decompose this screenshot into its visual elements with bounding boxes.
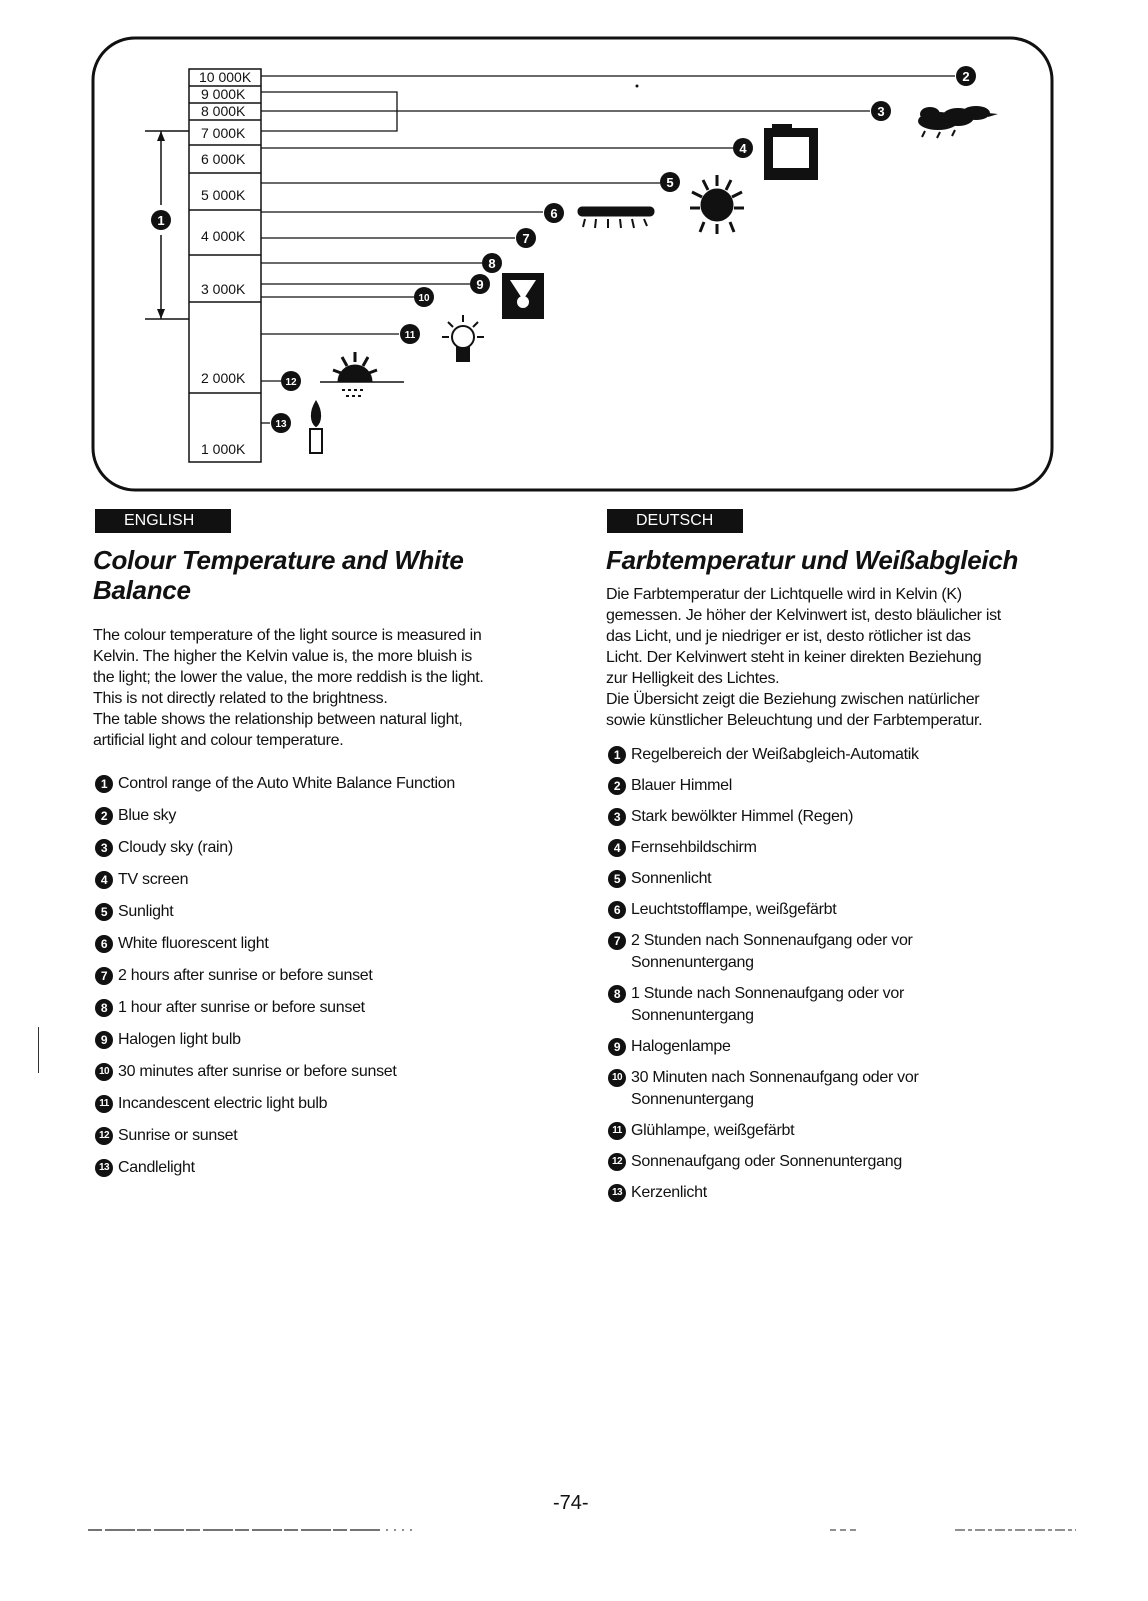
deutsch-language-tag: DEUTSCH xyxy=(607,509,740,533)
legend-number-badge: 12 xyxy=(95,1127,113,1145)
blue-sky-dot xyxy=(636,85,639,88)
legend-text: Fernsehbildschirm xyxy=(631,839,757,856)
legend-text: 2 hours after sunrise or before sunset xyxy=(118,967,373,984)
svg-text:7: 7 xyxy=(522,231,530,246)
kelvin-label: 6 000K xyxy=(201,151,246,167)
svg-text:1: 1 xyxy=(157,213,165,228)
legend-text: Regelbereich der Weißabgleich-Automatik xyxy=(631,746,919,763)
kelvin-label: 2 000K xyxy=(201,370,246,386)
marker-2 xyxy=(956,66,976,86)
kelvin-label: 1 000K xyxy=(201,441,246,457)
legend-item xyxy=(95,1061,575,1083)
svg-text:2: 2 xyxy=(962,69,970,84)
marker-13 xyxy=(271,413,291,433)
legend-item xyxy=(608,930,1088,974)
legend-number-badge: 9 xyxy=(608,1038,626,1056)
kelvin-label: 8 000K xyxy=(201,103,246,119)
legend-text: Kerzenlicht xyxy=(631,1184,707,1201)
legend-number-badge: 13 xyxy=(608,1184,626,1202)
paragraph-line: The colour temperature of the light source is measured in xyxy=(93,627,482,644)
legend-item xyxy=(95,933,575,955)
legend-number-badge: 12 xyxy=(608,1153,626,1171)
kelvin-label: 10 000K xyxy=(199,69,252,85)
marker-12 xyxy=(281,371,301,391)
halogen-lamp-icon xyxy=(502,273,544,319)
legend-text: White fluorescent light xyxy=(118,935,269,952)
svg-text:10: 10 xyxy=(418,293,430,304)
legend-item xyxy=(95,869,575,891)
kelvin-label: 3 000K xyxy=(201,281,246,297)
legend-text: 30 Minuten nach Sonnenaufgang oder vor xyxy=(631,1069,919,1086)
svg-text:6: 6 xyxy=(550,206,558,221)
legend-item xyxy=(95,773,575,795)
legend-number-badge: 13 xyxy=(95,1159,113,1177)
legend-number-badge: 5 xyxy=(95,903,113,921)
legend-text: Sunlight xyxy=(118,903,174,920)
svg-text:11: 11 xyxy=(404,330,416,341)
tv-screen-icon xyxy=(764,124,818,180)
legend-number-badge: 11 xyxy=(608,1122,626,1140)
legend-item xyxy=(608,899,1088,921)
legend-number-badge: 10 xyxy=(608,1069,626,1087)
marker-11 xyxy=(400,324,420,344)
legend-text: Sonnenuntergang xyxy=(631,1091,754,1108)
legend-item xyxy=(608,1036,1088,1058)
paragraph-line: Die Farbtemperatur der Lichtquelle wird in Kelvin (K) xyxy=(606,586,962,603)
cloud-rain-icon xyxy=(918,106,998,138)
legend-text: Glühlampe, weißgefärbt xyxy=(631,1122,795,1139)
legend-number-badge: 8 xyxy=(95,999,113,1017)
legend-text: Sunrise or sunset xyxy=(118,1127,238,1144)
fluorescent-tube-icon xyxy=(578,207,654,228)
english-language-tag: ENGLISH xyxy=(95,509,228,533)
legend-item xyxy=(608,1067,1088,1111)
legend-text: Halogenlampe xyxy=(631,1038,731,1055)
legend-text: Candlelight xyxy=(118,1159,195,1176)
english-paragraph xyxy=(93,625,484,751)
svg-text:9: 9 xyxy=(476,277,484,292)
sunset-icon xyxy=(320,352,404,396)
marker-10 xyxy=(414,287,434,307)
legend-item xyxy=(95,837,575,859)
legend-number-badge: 5 xyxy=(608,870,626,888)
legend-number-badge: 2 xyxy=(95,807,113,825)
legend-number-badge: 3 xyxy=(95,839,113,857)
kelvin-label: 9 000K xyxy=(201,86,246,102)
page-number: -74- xyxy=(553,1492,589,1514)
legend-item xyxy=(608,983,1088,1027)
legend-text: Blue sky xyxy=(118,807,177,824)
legend-text: Sonnenaufgang oder Sonnenuntergang xyxy=(631,1153,902,1170)
legend-number-badge: 10 xyxy=(95,1063,113,1081)
paragraph-line: gemessen. Je höher der Kelvinwert ist, desto bläulicher ist xyxy=(606,607,1001,624)
legend-item xyxy=(95,1125,575,1147)
legend-item xyxy=(608,1182,1088,1204)
legend-number-badge: 2 xyxy=(608,777,626,795)
legend-number-badge: 6 xyxy=(608,901,626,919)
marker-1 xyxy=(151,210,171,230)
legend-number-badge: 4 xyxy=(95,871,113,889)
paragraph-line: Die Übersicht zeigt die Beziehung zwischen natürlicher xyxy=(606,691,980,708)
marker-5 xyxy=(660,172,680,192)
deutsch-title: Farbtemperatur und Weißabgleich xyxy=(606,545,1019,575)
paragraph-line: artificial light and colour temperature. xyxy=(93,732,344,749)
legend-item xyxy=(95,1029,575,1051)
paragraph-line: Licht. Der Kelvinwert steht in keiner direkten Beziehung xyxy=(606,649,982,666)
legend-text: Sonnenuntergang xyxy=(631,1007,754,1024)
legend-number-badge: 7 xyxy=(608,932,626,950)
legend-item xyxy=(608,806,1088,828)
legend-item xyxy=(608,1151,1088,1173)
legend-text: 30 minutes after sunrise or before sunset xyxy=(118,1063,397,1080)
legend-number-badge: 6 xyxy=(95,935,113,953)
legend-item xyxy=(608,1120,1088,1142)
legend-text: Blauer Himmel xyxy=(631,777,733,794)
paragraph-line: This is not directly related to the brightness. xyxy=(93,690,388,707)
legend-number-badge: 8 xyxy=(608,985,626,1003)
legend-text: Sonnenuntergang xyxy=(631,954,754,971)
paragraph-line: The table shows the relationship between natural light, xyxy=(93,711,463,728)
paragraph-line: the light; the lower the value, the more reddish is the light. xyxy=(93,669,484,686)
paragraph-line: sowie künstlicher Beleuchtung und der Farbtemperatur. xyxy=(606,712,983,729)
svg-text:12: 12 xyxy=(285,377,297,388)
legend-number-badge: 4 xyxy=(608,839,626,857)
legend-item xyxy=(95,805,575,827)
legend-text: 1 Stunde nach Sonnenaufgang oder vor xyxy=(631,985,904,1002)
legend-item xyxy=(608,775,1088,797)
kelvin-label: 7 000K xyxy=(201,125,246,141)
kelvin-label: 4 000K xyxy=(201,228,246,244)
footer-rule xyxy=(0,1525,1148,1535)
legend-number-badge: 7 xyxy=(95,967,113,985)
legend-item xyxy=(95,901,575,923)
english-title: Colour Temperature and White Balance xyxy=(93,545,464,605)
legend-text: Incandescent electric light bulb xyxy=(118,1095,328,1112)
legend-item xyxy=(608,837,1088,859)
legend-text: Stark bewölkter Himmel (Regen) xyxy=(631,808,854,825)
legend-text: Control range of the Auto White Balance Function xyxy=(118,775,455,792)
english-legend-list xyxy=(95,773,575,1189)
legend-item xyxy=(95,1093,575,1115)
paragraph-line: das Licht, und je niedriger er ist, desto rötlicher ist das xyxy=(606,628,971,645)
candle-icon xyxy=(310,402,322,453)
legend-item xyxy=(95,1157,575,1179)
marker-4 xyxy=(733,138,753,158)
marker-7 xyxy=(516,228,536,248)
margin-mark xyxy=(38,1027,39,1073)
marker-9 xyxy=(470,274,490,294)
legend-text: Cloudy sky (rain) xyxy=(118,839,233,856)
legend-text: Leuchtstofflampe, weißgefärbt xyxy=(631,901,837,918)
legend-text: Halogen light bulb xyxy=(118,1031,241,1048)
marker-6 xyxy=(544,203,564,223)
marker-8 xyxy=(482,253,502,273)
paragraph-line: zur Helligkeit des Lichtes. xyxy=(606,670,780,687)
svg-text:8: 8 xyxy=(488,256,496,271)
legend-number-badge: 9 xyxy=(95,1031,113,1049)
marker-3 xyxy=(871,101,891,121)
legend-text: Sonnenlicht xyxy=(631,870,712,887)
deutsch-paragraph xyxy=(606,584,1001,731)
legend-item xyxy=(608,744,1088,766)
legend-text: TV screen xyxy=(118,871,189,888)
svg-text:13: 13 xyxy=(275,419,287,430)
kelvin-label: 5 000K xyxy=(201,187,246,203)
legend-text: 2 Stunden nach Sonnenaufgang oder vor xyxy=(631,932,913,949)
legend-item xyxy=(608,868,1088,890)
legend-text: 1 hour after sunrise or before sunset xyxy=(118,999,365,1016)
svg-text:4: 4 xyxy=(739,141,747,156)
legend-item xyxy=(95,997,575,1019)
svg-text:3: 3 xyxy=(877,104,885,119)
legend-number-badge: 1 xyxy=(95,775,113,793)
legend-item xyxy=(95,965,575,987)
sunlight-icon xyxy=(690,175,744,234)
paragraph-line: Kelvin. The higher the Kelvin value is, the more bluish is xyxy=(93,648,472,665)
legend-number-badge: 1 xyxy=(608,746,626,764)
light-bulb-icon xyxy=(442,315,484,361)
colour-temperature-diagram xyxy=(0,0,1148,500)
legend-number-badge: 11 xyxy=(95,1095,113,1113)
legend-number-badge: 3 xyxy=(608,808,626,826)
svg-text:5: 5 xyxy=(666,175,674,190)
deutsch-legend-list xyxy=(608,744,1088,1213)
